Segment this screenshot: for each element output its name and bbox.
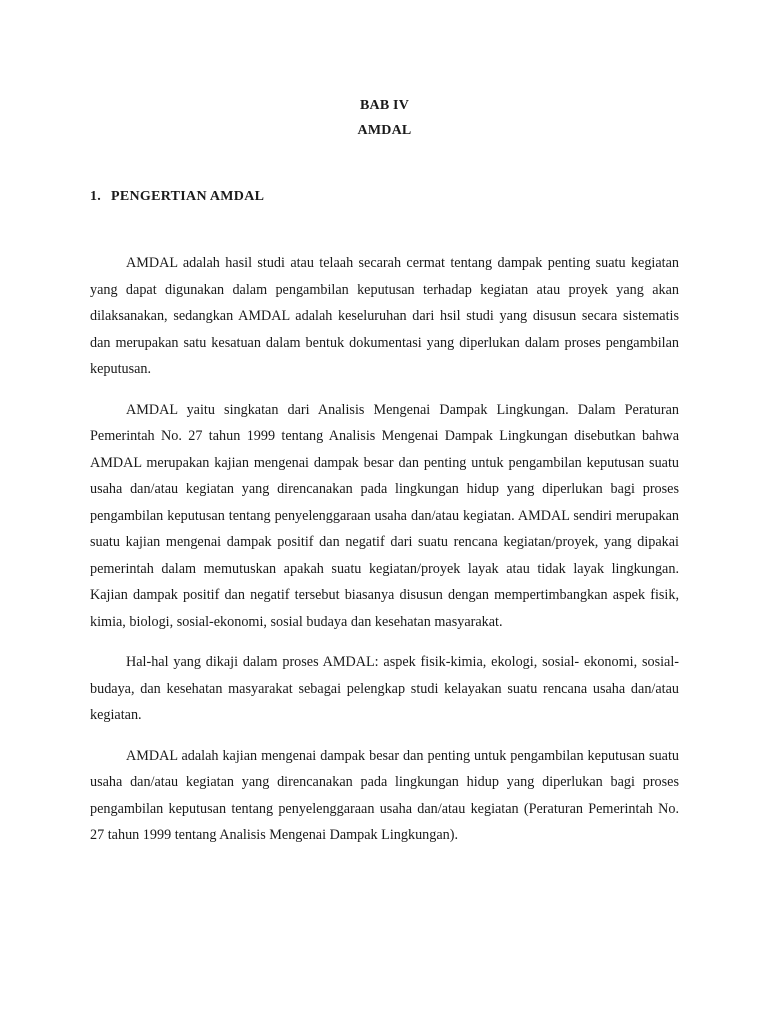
- section-number: 1.: [90, 189, 102, 204]
- section-body: [90, 250, 679, 849]
- chapter-title: BAB IV: [359, 98, 410, 113]
- chapter-subtitle: AMDAL: [357, 123, 412, 138]
- section-title: PENGERTIAN AMDAL: [111, 189, 265, 204]
- section-heading: [90, 187, 679, 207]
- paragraph-regulation: AMDAL yaitu singkatan dari Analisis Mengenai Dampak Lingkungan. Dalam Peraturan Pemerintah No. 27 tahun 1999 tentang Analisis Mengenai Dampak Lingkungan disebutkan bahwa AMDAL merupakan kajian mengenai dampak besar dan penting untuk pengambilan keputusan suatu usaha dan/atau kegiatan yang direncanakan pada lingkungan hidup yang diperlukan bagi proses pengambilan keputusan tentang penyelenggaraan usaha dan/atau kegiatan. AMDAL sendiri merupakan suatu kajian mengenai dampak positif dan negatif dari suatu rencana kegiatan/proyek, yang dipakai pemerintah dalam memutuskan apakah suatu kegiatan/proyek layak atau tidak layak lingkungan. Kajian dampak positif dan negatif tersebut biasanya disusun dengan mempertimbangkan aspek fisik, kimia, biologi, sosial-ekonomi, sosial budaya dan kesehatan masyarakat.: [90, 401, 679, 630]
- paragraph-summary: AMDAL adalah kajian mengenai dampak besar dan penting untuk pengambilan keputusan suatu usaha dan/atau kegiatan yang direncanakan pada lingkungan hidup yang diperlukan bagi proses pengambilan keputusan tentang penyelenggaraan usaha dan/atau kegiatan (Peraturan Pemerintah No. 27 tahun 1999 tentang Analisis Mengenai Dampak Lingkungan).: [90, 747, 679, 843]
- paragraph-aspects: Hal-hal yang dikaji dalam proses AMDAL: aspek fisik-kimia, ekologi, sosial- ekonomi, sosial-budaya, dan kesehatan masyarakat sebagai pelengkap studi kelayakan suatu rencana usaha dan/atau kegiatan.: [90, 654, 679, 723]
- paragraph-definition: AMDAL adalah hasil studi atau telaah secarah cermat tentang dampak penting suatu kegiatan yang dapat digunakan dalam pengambilan keputusan terhadap kegiatan atau proyek yang akan dilaksanakan, sedangkan AMDAL adalah keseluruhan dari hsil studi yang disusun secara sistematis dan merupakan satu kesatuan dalam bentuk dokumentasi yang diperlukan dalam proses pengambilan keputusan.: [90, 255, 679, 377]
- document-page: [90, 93, 679, 863]
